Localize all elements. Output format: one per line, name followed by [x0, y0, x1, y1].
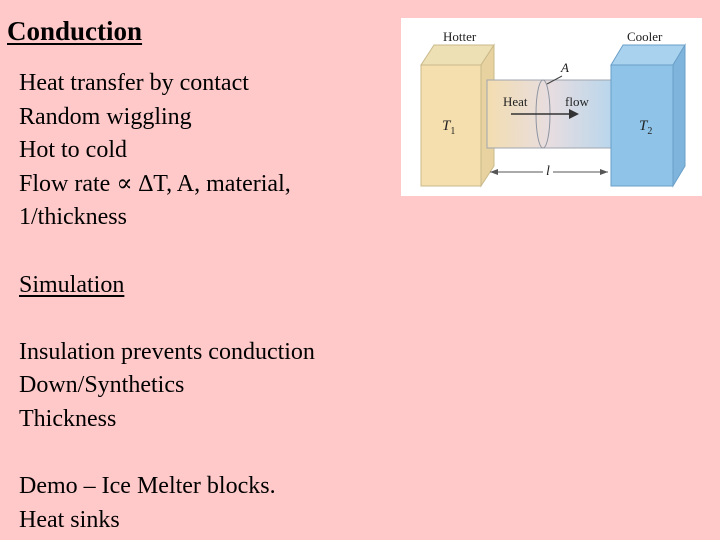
- bullet-flow-rate: Flow rate ∝ ∆T, A, material,: [19, 170, 291, 197]
- t2-subscript: 2: [647, 126, 653, 137]
- bullet-down-synthetics: Down/Synthetics: [19, 372, 185, 399]
- conduction-diagram: [401, 18, 702, 196]
- t2-symbol: T: [639, 118, 648, 134]
- simulation-link[interactable]: Simulation: [19, 271, 125, 298]
- cool-block-top: [611, 45, 685, 65]
- spacer: [19, 235, 315, 269]
- spacer: [19, 302, 315, 336]
- bullet-list: [19, 67, 315, 537]
- t2-label: [639, 118, 652, 137]
- bullet-heat-transfer: Heat transfer by contact: [19, 70, 249, 96]
- length-arrow-right: [600, 169, 608, 175]
- slide-title: Conduction: [7, 16, 143, 46]
- bullet-demo: Demo – Ice Melter blocks.: [19, 473, 276, 500]
- spacer: [19, 437, 315, 471]
- hotter-label: Hotter: [443, 29, 477, 44]
- cool-block-side: [673, 45, 685, 186]
- length-label: l: [543, 164, 553, 180]
- t1-symbol: T: [442, 118, 451, 134]
- bullet-heat-sinks: Heat sinks: [19, 506, 120, 533]
- t1-subscript: 1: [450, 126, 456, 137]
- bullet-insulation: Insulation prevents conduction: [19, 338, 315, 365]
- cooler-label: Cooler: [627, 29, 663, 44]
- area-label: A: [561, 60, 569, 75]
- bullet-thickness-inverse: 1/thickness: [19, 204, 127, 231]
- heat-label: Heat: [503, 94, 528, 109]
- bullet-random-wiggling: Random wiggling: [19, 103, 192, 130]
- bullet-hot-to-cold: Hot to cold: [19, 137, 127, 164]
- flow-label: flow: [565, 94, 589, 109]
- bullet-thickness: Thickness: [19, 405, 117, 432]
- t1-label: [442, 118, 455, 137]
